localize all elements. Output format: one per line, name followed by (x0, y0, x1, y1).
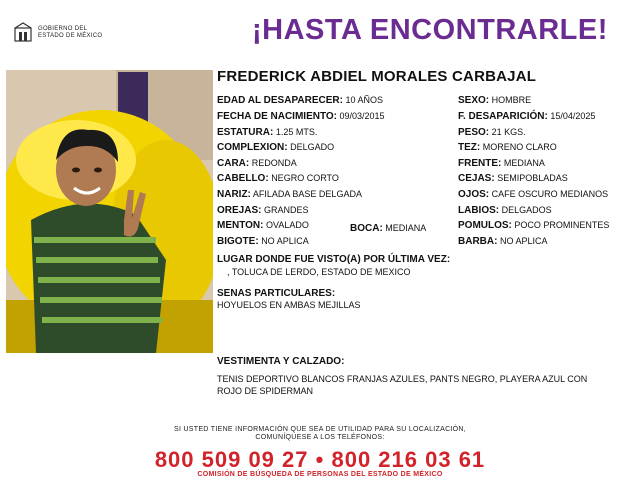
government-logo (12, 22, 132, 46)
tez-value: MORENO CLARO (482, 142, 557, 152)
phone-numbers (0, 447, 640, 473)
cabello-value: NEGRO CORTO (271, 173, 339, 183)
field-peso (458, 127, 526, 138)
coat-of-arms-icon (12, 22, 34, 44)
field-orejas (217, 205, 308, 216)
field-fecha-desaparicion (458, 111, 595, 122)
footer-note-2: COMUNÍQUESE A LOS TELÉFONOS: (255, 434, 385, 441)
cejas-label: CEJAS: (458, 173, 495, 184)
phone-1[interactable]: 800 509 09 27 (154, 447, 309, 472)
logo-line-1: GOBIERNO DEL (38, 26, 88, 32)
bigote-label: BIGOTE: (217, 236, 259, 247)
field-pomulos (458, 220, 609, 231)
field-ojos (458, 189, 608, 200)
menton-value: OVALADO (266, 220, 309, 230)
person-name: FREDERICK ABDIEL MORALES CARBAJAL (217, 68, 537, 85)
phone-2[interactable]: 800 216 03 61 (331, 447, 486, 472)
field-cara (217, 158, 297, 169)
bullet-separator: • (315, 447, 325, 472)
last-seen-value: , TOLUCA DE LERDO, ESTADO DE MEXICO (227, 267, 411, 277)
frente-label: FRENTE: (458, 158, 502, 169)
clothing-label: VESTIMENTA Y CALZADO: (217, 356, 345, 367)
ojos-label: OJOS: (458, 189, 490, 200)
last-seen-label: LUGAR DONDE FUE VISTO(A) POR ÚLTIMA VEZ: (217, 254, 451, 265)
field-edad (217, 95, 383, 106)
complexion-label: COMPLEXION: (217, 142, 288, 153)
peso-label: PESO: (458, 127, 490, 138)
sexo-value: HOMBRE (491, 95, 532, 105)
field-complexion (217, 142, 334, 153)
bigote-value: NO APLICA (261, 236, 309, 246)
field-nariz (217, 189, 362, 200)
estatura-value: 1.25 MTS. (275, 127, 318, 137)
orejas-value: GRANDES (263, 205, 309, 215)
orejas-label: OREJAS: (217, 205, 262, 216)
barba-value: NO APLICA (499, 236, 548, 246)
fecha-desaparicion-label: F. DESAPARICIÓN: (458, 111, 548, 122)
boca-label: BOCA: (350, 223, 383, 234)
cara-value: REDONDA (251, 158, 297, 168)
pomulos-label: POMULOS: (458, 220, 512, 231)
clothing-line-2: ROJO DE SPIDERMAN (217, 386, 314, 396)
sexo-label: SEXO: (458, 95, 490, 106)
field-labios (458, 205, 552, 216)
logo-line-2: ESTADO DE MÉXICO (38, 33, 103, 39)
field-cejas (458, 173, 568, 184)
field-sexo (458, 95, 531, 106)
menton-label: MENTON: (217, 220, 264, 231)
field-tez (458, 142, 557, 153)
footer-note-1: SI USTED TIENE INFORMACIÓN QUE SEA DE UTILIDAD PARA SU LOCALIZACIÓN, (173, 426, 467, 433)
field-estatura (217, 127, 317, 138)
commission-name: COMISIÓN DE BÚSQUEDA DE PERSONAS DEL ESTADO DE MÉXICO (197, 471, 443, 478)
field-bigote (217, 236, 309, 247)
barba-label: BARBA: (458, 236, 498, 247)
peso-value: 21 KGS. (491, 127, 526, 137)
frente-value: MEDIANA (503, 158, 545, 168)
nariz-value: AFILADA BASE DELGADA (252, 189, 362, 199)
tez-label: TEZ: (458, 142, 481, 153)
labios-label: LABIOS: (458, 205, 500, 216)
cara-label: CARA: (217, 158, 250, 169)
cabello-label: CABELLO: (217, 173, 269, 184)
field-cabello (217, 173, 339, 184)
fecha-nacimiento-label: FECHA DE NACIMIENTO: (217, 111, 337, 122)
edad-value: 10 AÑOS (345, 95, 383, 105)
marks-label: SENAS PARTICULARES: (217, 288, 336, 299)
field-menton (217, 220, 309, 231)
boy-portrait-image (6, 70, 213, 353)
pomulos-value: POCO PROMINENTES (514, 220, 610, 230)
boca-value: MEDIANA (385, 223, 427, 233)
clothing-line-1: TENIS DEPORTIVO BLANCOS FRANJAS AZULES, PANTS NEGRO, PLAYERA AZUL CON (217, 374, 588, 384)
edad-label: EDAD AL DESAPARECER: (217, 95, 343, 106)
field-fecha-nacimiento (217, 111, 385, 122)
marks-value: HOYUELOS EN AMBAS MEJILLAS (217, 300, 361, 310)
fecha-desaparicion-value: 15/04/2025 (550, 111, 596, 121)
cejas-value: SEMIPOBLADAS (497, 173, 568, 183)
field-barba (458, 236, 548, 247)
missing-person-photo (6, 70, 213, 353)
headline: ¡HASTA ENCONTRARLE! (252, 14, 608, 46)
labios-value: DELGADOS (501, 205, 552, 215)
fecha-nacimiento-value: 09/03/2015 (339, 111, 385, 121)
field-boca (350, 223, 426, 234)
nariz-label: NARIZ: (217, 189, 251, 200)
complexion-value: DELGADO (290, 142, 335, 152)
field-frente (458, 158, 545, 169)
ojos-value: CAFE OSCURO MEDIANOS (491, 189, 609, 199)
estatura-label: ESTATURA: (217, 127, 274, 138)
